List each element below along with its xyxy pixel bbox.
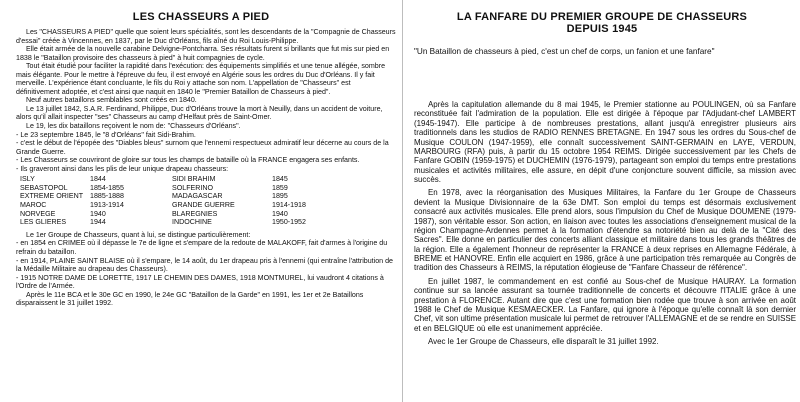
left-paragraph: - c'est le début de l'épopée des "Diables bleus" surnom que l'ennemi respectueux admiratif leur décerne au cours de la Grande Guerre. (16, 139, 389, 156)
table-row (20, 218, 306, 227)
table-row (20, 201, 306, 210)
battle-year: 1885-1888 (90, 192, 124, 201)
right-paragraph: En juillet 1987, le commandement en est confié au Sous-chef de Musique HAURAY. La formation continue sur sa lancée assurant sa tournée traditionnelle de concerts et découvre l'ITALIE grâce à une prestation à FLORENCE. Autant dire que c'est une formation bien rodée que trouve à son arrivée en août 1988 le Chef de Musique KESMAECKER. La Fanfare, qui ignore à l'époque qu'elle connaît là son dernier Chef, vit son ultime présentation musicale lui permet de retrouver l'ALLEMAGNE et de se rendre en SUISSE et en BELGIQUE où elle est unanimement appréciée. (414, 276, 796, 333)
battle-name: GRANDE GUERRE (172, 201, 235, 210)
table-row (20, 184, 306, 193)
battle-name: SIDI BRAHIM (172, 175, 216, 184)
left-paragraph: Les "CHASSEURS A PIED" quelle que soient leurs spécialités, sont les descendants de la "Compagnie de Chasseurs d'essai" créée à Vincennes, en 1837, par le Duc d'Orléans, fils aîné du Roi Louis-Philippe. (16, 28, 396, 45)
battle-name: BLAREGNIES (172, 209, 218, 218)
battle-name: LES GLIERES (20, 218, 67, 227)
left-paragraph: - en 1914, PLAINE SAINT BLAISE où il s'empare, le 14 août, du 1er drapeau pris à l'ennemi (qui entraîne l'attribution de la Médaille Militaire au drapeau des Chasseurs). (16, 256, 393, 274)
right-subtitle-quote: "Un Bataillon de chasseurs à pied, c'est un chef de corps, un fanion et une fanfare" (414, 47, 715, 56)
left-paragraph: - en 1854 en CRIMEE où il dépasse le 7e de ligne et s'empare de la redoute de MALAKOFF, fait d'armes à l'origine du refrain du bataillon. (16, 239, 388, 256)
left-body (16, 28, 396, 308)
left-paragraph: Le 13 juillet 1842, S.A.R. Ferdinand, Philippe, Duc d'Orléans trouve la mort à Neuilly, dans un accident de voiture, alors qu'il allait inspecter "ses" Chasseurs au camp d'Helfaut près de Saint-Omer. (16, 104, 383, 122)
left-paragraph: - Le 23 septembre 1845, le "8 d'Orléans" fait Sidi-Brahim. (16, 130, 196, 139)
battle-name: EXTREME ORIENT (20, 192, 84, 201)
right-paragraph: Après la capitulation allemande du 8 mai 1945, le Premier stationne au POULINGEN, où sa Fanfare reconstituée fait l'admiration de la population. Elle est dirigée à l'époque par l'Adjudant-chef LAMBERT (1945-1947). Elle participe à de nombreuses prestations, allant jusqu'à enregistrer plusieurs airs traditionnels dans les studios de RADIO RENNES BRETAGNE. En 1947 sous les ordres du Sous-chef de Musique COULON (1947-1959), elle connaît successivement SAINT-GERMAIN en LAYE, VERDUN, MARBOURG (RFA) puis, à partir du 15 octobre 1954 REIMS. Dirigée successivement par les Chefs de Fanfare GOBIN (1959-1975) et DUCHEMIN (1976-1979), partageant son emploi du temps entre prestations musicales et activités militaires, elle assure, en dépit d'une conjoncture souvent difficile, sa mission avec succès. (414, 100, 796, 184)
battle-name: MADAGASCAR (172, 192, 223, 201)
right-paragraph: Avec le 1er Groupe de Chasseurs, elle disparaît le 31 juillet 1992. (428, 337, 659, 346)
left-paragraph: Le 1er Groupe de Chasseurs, quant à lui, se distingue particulièrement: (26, 230, 251, 239)
battle-name: MAROC (20, 201, 47, 210)
right-column (404, 0, 800, 402)
battle-name: SOLFERINO (172, 183, 213, 192)
left-paragraph: - Ils graveront ainsi dans les plis de leur unique drapeau chasseurs: (16, 164, 229, 173)
battle-year: 1914-1918 (272, 201, 306, 210)
left-paragraph: - 1915 NOTRE DAME DE LORETTE, 1917 LE CHEMIN DES DAMES, 1918 MONTMUREL, lui vaudront 4 citations à l'Ordre de l'Armée. (16, 273, 384, 291)
battle-year: 1940 (272, 209, 288, 218)
right-title-line: LA FANFARE DU PREMIER GROUPE DE CHASSEURS (456, 11, 748, 23)
left-paragraph: - Les Chasseurs se couvriront de gloire sur tous les champs de bataille où la FRANCE engagera ses enfants. (16, 156, 360, 165)
battle-year: 1854-1855 (90, 183, 124, 192)
table-row (20, 175, 306, 184)
table-row (20, 210, 306, 219)
battle-name: INDOCHINE (172, 218, 212, 227)
battle-year: 1950-1952 (272, 218, 306, 227)
right-title (404, 11, 800, 35)
battle-year: 1845 (272, 175, 288, 184)
battle-year: 1859 (272, 183, 288, 192)
battle-year: 1913-1914 (90, 201, 124, 210)
left-paragraph: Elle était armée de la nouvelle carabine Delvigne-Pontcharra. Ses résultats furent si brillants que fut mis sur pied en 1838 le "Bataillon provisoire des chasseurs à pied" à huit compagnies de cycle. (16, 45, 390, 62)
left-paragraph: Après le 11e BCA et le 30e GC en 1990, le 24e GC "Bataillon de la Garde" en 1991, les 1er et 2e Bataillons disparaissent le 31 juillet 1992. (16, 290, 364, 308)
right-paragraph: En 1978, avec la réorganisation des Musiques Militaires, la Fanfare du 1er Groupe de Chasseurs devient la Musique Divisionnaire de la 63e DMT. Son emploi du temps est désormais exclusivement consacré aux activités musicales. Elle prend alors, sous l'impulsion du Chef de Musique DOUMENE (1979-1987), son véritable essor. Son action, en liaison avec toutes les associations d'enseignement musical de la région Champagne-Ardennes permet à la formation d'étendre sa notoriété bien au delà de la "Cité des Sacres". Elle donne en particulier des concerts alliant classique et militaire dans tous les grands théâtres de la région. Elle a également l'honneur de représenter la FRANCE à deux reprises en Allemagne Fédérale, à BREME et HANOVRE. Enfin elle acquiert en 1986, grâce à une participation très remarquée au Congrès de tradition des Chasseurs à REIMS, la réputation élogieuse de "Fanfare Chasseur de référence". (414, 188, 796, 273)
battle-year: 1944 (90, 218, 106, 227)
battle-year: 1844 (90, 175, 106, 184)
left-paragraph: Tout était étudié pour faciliter la rapidité dans l'exécution: des équipements simplifiés et une tenue allégée, sombre mais élégante. Pour le mettre à l'épreuve du feu, il est envoyé en Algérie sous les ordres du Duc d'Orléans. Il y fait merveille. L'expérience étant concluante, le fils du Roi y attache son nom. L'appellation de "Chasseurs" est définitivement adoptée, et c'est ainsi que naquit en 1840 le "Premier Bataillon de Chasseurs à pied". (16, 62, 386, 96)
battle-name: ISLY (20, 175, 35, 184)
left-paragraph: Neuf autres bataillons semblables sont créés en 1840. (26, 96, 197, 105)
left-title: LES CHASSEURS A PIED (132, 11, 270, 23)
battle-year: 1895 (272, 192, 288, 201)
left-paragraph: Le 19, les dix bataillons reçoivent le nom de: "Chasseurs d'Orléans". (26, 122, 241, 131)
battle-name: SEBASTOPOL (20, 183, 68, 192)
right-title-line: DEPUIS 1945 (566, 23, 638, 35)
right-body (414, 100, 796, 350)
table-row (20, 192, 306, 201)
battle-honours-table (20, 175, 306, 227)
battle-name: NORVEGE (20, 209, 56, 218)
column-divider (402, 0, 403, 402)
battle-year: 1940 (90, 209, 106, 218)
